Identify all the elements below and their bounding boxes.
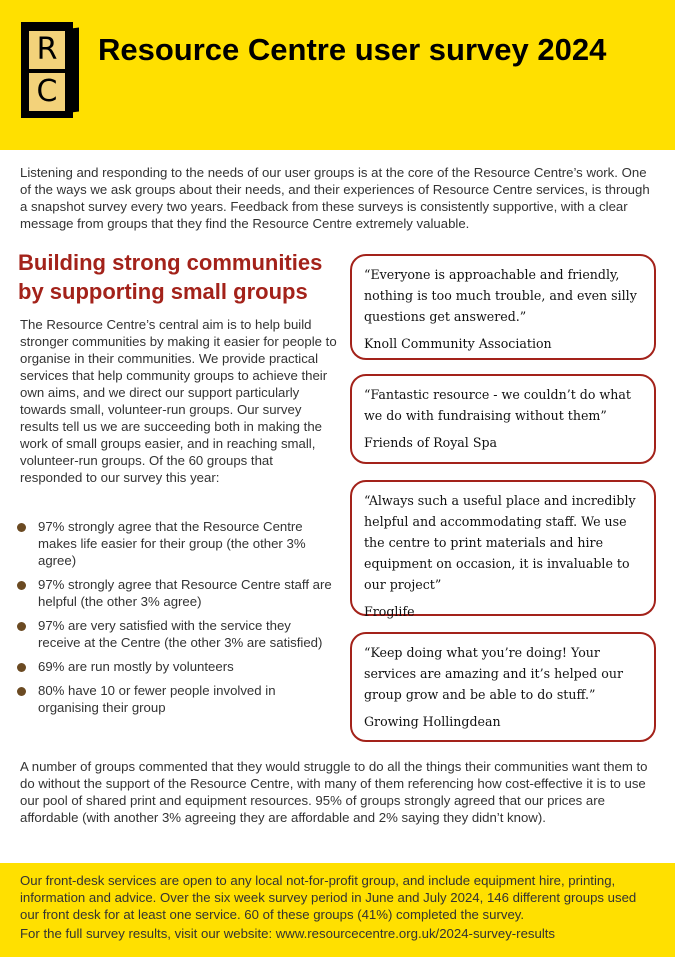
quote-box [350, 374, 656, 464]
bullet-icon [17, 622, 26, 631]
header-banner [0, 0, 675, 150]
list-item: 97% strongly agree that the Resource Centre makes life easier for their group (the other 3% agree) [16, 518, 336, 569]
quote-text: “Everyone is approachable and friendly, nothing is too much trouble, and even silly questions get answered.” [364, 267, 637, 324]
bullet-icon [17, 687, 26, 696]
quote-attribution: Froglife [364, 604, 415, 619]
logo-letter-c: C [29, 73, 65, 111]
quote-attribution: Knoll Community Association [364, 336, 552, 351]
section-heading: Building strong communities by supporting small groups [18, 250, 323, 304]
quote-box [350, 254, 656, 360]
footer-text: Our front-desk services are open to any local not-for-profit group, and include equipment hire, printing, information and advice. Over the six week survey period in June and July 2024, 146 different groups used our front desk for at least one service. 60 of these groups (41%) completed the survey. [20, 873, 637, 922]
quote-text: “Keep doing what you’re doing! Your services are amazing and it’s helped our group grow and be able to do stuff.” [364, 645, 623, 702]
logo-letter-r: R [29, 31, 65, 69]
quote-text: “Always such a useful place and incredibly helpful and accommodating staff. We use the centre to print materials and hire equipment on occasion, it is invaluable to our project” [364, 493, 636, 592]
page-title: Resource Centre user survey 2024 [98, 32, 607, 67]
list-item: 97% are very satisfied with the service they receive at the Centre (the other 3% are satisfied) [16, 617, 336, 651]
section-body: The Resource Centre’s central aim is to help build stronger communities by making it easier for people to organise in their communities. We provide practical services that help community groups to achieve their own aims, and we direct our support particularly towards small, volunteer-run groups. Our survey results tell us we are succeeding both in making the work of small groups easier, and in reaching small, volunteer-run groups. Of the 60 groups that responded to our survey this year: [20, 317, 337, 485]
quote-attribution: Friends of Royal Spa [364, 435, 498, 450]
closing-paragraph: A number of groups commented that they would struggle to do all the things their communities want them to do without the support of the Resource Centre, with many of them referencing how cost-effective it is to use our pool of shared print and equipment resources. 95% of groups strongly agreed that our prices are affordable (with another 3% agreeing they are affordable and 2% saying they didn’t know). [20, 759, 648, 825]
footer-url-line: For the full survey results, visit our website: www.resourcecentre.org.uk/2024-survey-results [20, 926, 556, 941]
quote-attribution: Growing Hollingdean [364, 714, 501, 729]
bullet-icon [17, 581, 26, 590]
quote-box [350, 632, 656, 742]
list-item: 97% strongly agree that Resource Centre staff are helpful (the other 3% agree) [16, 576, 336, 610]
quote-box [350, 480, 656, 619]
footer-banner [0, 863, 675, 957]
intro-paragraph: Listening and responding to the needs of our user groups is at the core of the Resource Centre’s work. One of the ways we ask groups about their needs, and their experiences of Resource Centre services, is through a snapshot survey every two years. Feedback from these surveys is consistently supportive, with a clear message from groups that they find the Resource Centre extremely valuable. [20, 165, 650, 231]
bullet-icon [17, 523, 26, 532]
bullet-icon [17, 663, 26, 672]
list-item: 80% have 10 or fewer people involved in organising their group [16, 682, 336, 716]
quote-text: “Fantastic resource - we couldn’t do what we do with fundraising without them” [364, 387, 631, 423]
list-item: 69% are run mostly by volunteers [16, 658, 336, 675]
rc-logo [21, 22, 79, 118]
results-list [16, 518, 336, 723]
